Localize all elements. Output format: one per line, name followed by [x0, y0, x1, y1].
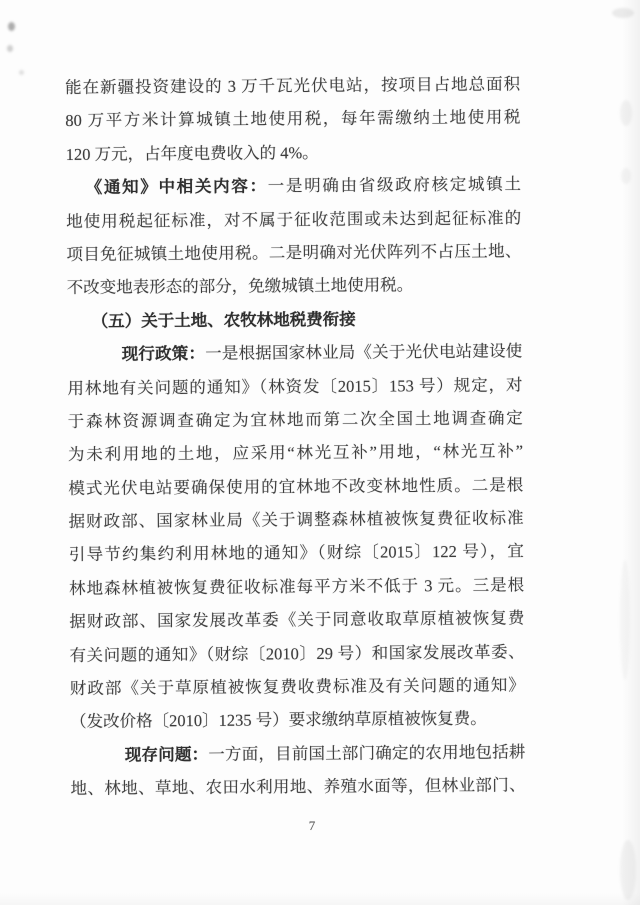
- scan-artifact: [7, 45, 13, 52]
- line-text: 于森林资源调查确定为宜林地而第二次全国土地调查确定: [67, 408, 523, 431]
- text-line: [67, 301, 522, 338]
- text-line: [67, 368, 522, 405]
- scan-artifact: [612, 8, 634, 18]
- scan-artifact: [19, 70, 24, 75]
- scan-artifact: [621, 168, 631, 184]
- text-line: [70, 735, 525, 772]
- line-text: 财政部《关于草原植被恢复费收费标准及有关问题的通知》: [69, 675, 525, 699]
- scan-artifact: [8, 22, 15, 31]
- line-text: 据财政部、国家发展改革委《关于同意收取草原植被恢复费: [69, 608, 525, 632]
- text-line: [68, 468, 523, 505]
- bold-lead: 《通知》中相关内容：: [85, 176, 268, 198]
- text-line: [68, 401, 523, 438]
- text-line: [66, 168, 521, 205]
- text-line: [70, 668, 525, 705]
- line-text: 一是明确由省级政府核定城镇土: [267, 174, 521, 196]
- text-line: [65, 67, 520, 104]
- scan-edge-shading-right: [622, 0, 640, 905]
- text-line: [69, 635, 524, 672]
- page-number: 7: [308, 818, 316, 833]
- document-text-block: [65, 67, 526, 805]
- line-text: 引导节约集约利用林地的通知》（财综〔2015〕122 号），宜: [68, 541, 524, 565]
- text-line: [69, 568, 524, 605]
- text-line: [68, 501, 523, 538]
- line-text: 120 万元，占年度电费收入的 4%。: [65, 142, 319, 164]
- line-text: 为未利用地的土地，应采用“林光互补”用地，“林光互补”: [67, 441, 524, 465]
- bold-lead: （五）关于土地、农牧林地税费衔接: [91, 309, 356, 331]
- line-text: 80 万平方米计算城镇土地使用税，每年需缴纳土地使用税: [65, 107, 521, 131]
- line-text: 模式光伏电站要确保使用的宜林地不改变林地性质。二是根: [68, 475, 524, 498]
- bold-lead: 现行政策：: [121, 344, 206, 364]
- text-line: [66, 201, 521, 238]
- line-text: 地、林地、草地、农田水利用地、养殖水面等，但林业部门、: [70, 775, 526, 799]
- line-text: 林地森林植被恢复费征收标准每平方米不低于 3 元。三是根: [68, 575, 525, 598]
- text-line: [70, 702, 525, 739]
- text-line: [69, 602, 524, 639]
- scan-artifact: [620, 840, 636, 900]
- text-line: [66, 234, 521, 271]
- line-text: 项目免征城镇土地使用税。二是明确对光伏阵列不占压土地、: [66, 241, 522, 264]
- scan-edge-shading-bottom: [0, 893, 640, 905]
- line-text: 不改变地表形态的部分，免缴城镇土地使用税。: [66, 275, 414, 298]
- text-line: [71, 769, 526, 806]
- text-line: [68, 435, 523, 472]
- text-line: [67, 335, 522, 372]
- line-text: 用林地有关问题的通知》（林资发〔2015〕153 号）规定，对: [67, 374, 523, 398]
- line-text: 一方面，目前国土部门确定的农用地包括耕: [208, 742, 526, 764]
- text-line: [69, 535, 524, 572]
- line-text: 有关问题的通知》（财综〔2010〕29 号）和国家发展改革委、: [69, 642, 525, 665]
- line-text: 地使用税起征标准，对不属于征收范围或未达到起征标准的: [66, 207, 522, 231]
- line-text: 据财政部、国家林业局《关于调整森林植被恢复费征收标准: [68, 508, 524, 532]
- text-line: [67, 268, 522, 305]
- bold-lead: 现存问题：: [124, 744, 209, 765]
- text-line: [66, 134, 521, 171]
- line-text: 一是根据国家林业局《关于光伏电站建设使: [205, 341, 523, 364]
- scan-artifact: [620, 100, 632, 126]
- line-text: （发改价格〔2010〕1235 号）要求缴纳草原植被恢复费。: [70, 709, 487, 732]
- line-text: 能在新疆投资建设的 3 万千瓦光伏电站，按项目占地总面积: [65, 74, 521, 97]
- scan-artifact: [620, 560, 630, 680]
- text-line: [65, 101, 520, 138]
